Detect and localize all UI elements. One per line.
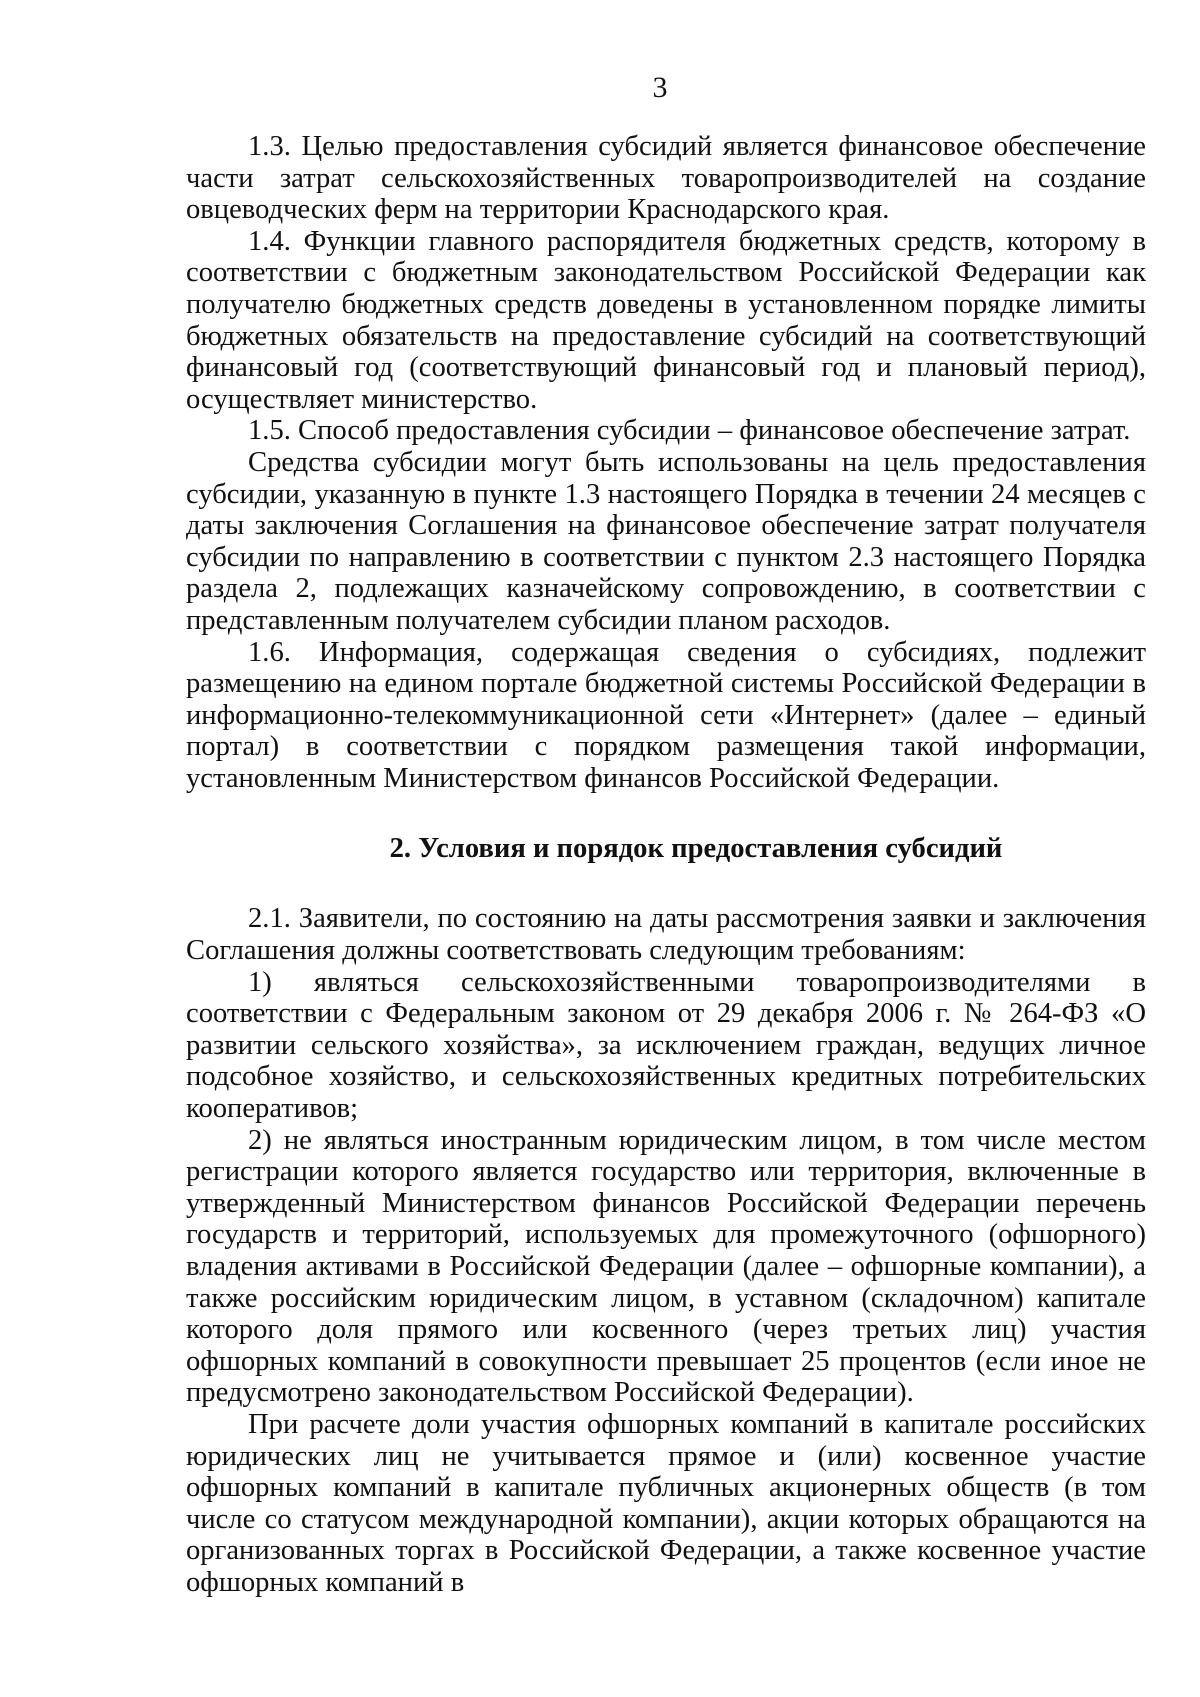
paragraph-1-4: 1.4. Функции главного распорядителя бюджетных средств, которому в соответствии с бюджетным законодательством Российской Федерации как получателю бюджетных средств доведены в установленном порядке лимиты бюджетных обязательств на предоставление субсидий на соответствующий финансовый год (соответствующий финансовый год и плановый период), осуществляет министерство. <box>186 225 1146 415</box>
paragraph-2-1: 2.1. Заявители, по состоянию на даты рассмотрения заявки и заключения Соглашения должны соответствовать следующим требованиям: <box>186 903 1146 967</box>
paragraph-subsidy-funds: Средства субсидии могут быть использованы на цель предоставления субсидии, указанную в пункте 1.3 настоящего Порядка в течении 24 месяцев с даты заключения Соглашения на финансовое обеспечение затрат получателя субсидии по направлению в соответствии с пунктом 2.3 настоящего Порядка раздела 2, подлежащих казначейскому сопровождению, в соответствии с представленным получателем субсидии планом расходов. <box>186 446 1146 636</box>
paragraph-1-3: 1.3. Целью предоставления субсидий является финансовое обеспечение части затрат сельскохозяйственных товаропроизводителей на создание овцеводческих ферм на территории Краснодарского края. <box>186 131 1146 226</box>
page-number: 3 <box>652 71 668 104</box>
list-item-requirement-1: 1) являться сельскохозяйственными товаропроизводителями в соответствии с Федеральным законом от 29 декабря 2006 г. № 264-ФЗ «О развитии сельского хозяйства», за исключением граждан, ведущих личное подсобное хозяйство, и сельскохозяйственных кредитных потребительских кооперативов; <box>186 966 1146 1125</box>
list-item-requirement-2: 2) не являться иностранным юридическим лицом, в том числе местом регистрации которого является государство или территория, включенные в утвержденный Министерством финансов Российской Федерации перечень государств и территорий, используемых для промежуточного (офшорного) владения активами в Российской Федерации (далее – офшорные компании), а также российским юридическим лицом, в уставном (складочном) капитале которого доля прямого или косвенного (через третьих лиц) участия офшорных компаний в совокупности превышает 25 процентов (если иное не предусмотрено законодательством Российской Федерации). <box>186 1124 1146 1409</box>
document-body <box>186 131 1146 1599</box>
paragraph-offshore-calculation: При расчете доли участия офшорных компаний в капитале российских юридических лиц не учитывается прямое и (или) косвенное участие офшорных компаний в капитале публичных акционерных обществ (в том числе со статусом международной компании), акции которых обращаются на организованных торгах в Российской Федерации, а также косвенное участие офшорных компаний в <box>186 1408 1146 1598</box>
paragraph-1-6: 1.6. Информация, содержащая сведения о субсидиях, подлежит размещению на едином портале бюджетной системы Российской Федерации в информационно-телекоммуникационной сети «Интернет» (далее – единый портал) в соответствии с порядком размещения такой информации, установленным Министерством финансов Российской Федерации. <box>186 636 1146 794</box>
section-2-heading: 2. Условия и порядок предоставления субсидий <box>389 833 1003 865</box>
paragraph-1-5: 1.5. Способ предоставления субсидии – финансовое обеспечение затрат. <box>248 415 1131 447</box>
